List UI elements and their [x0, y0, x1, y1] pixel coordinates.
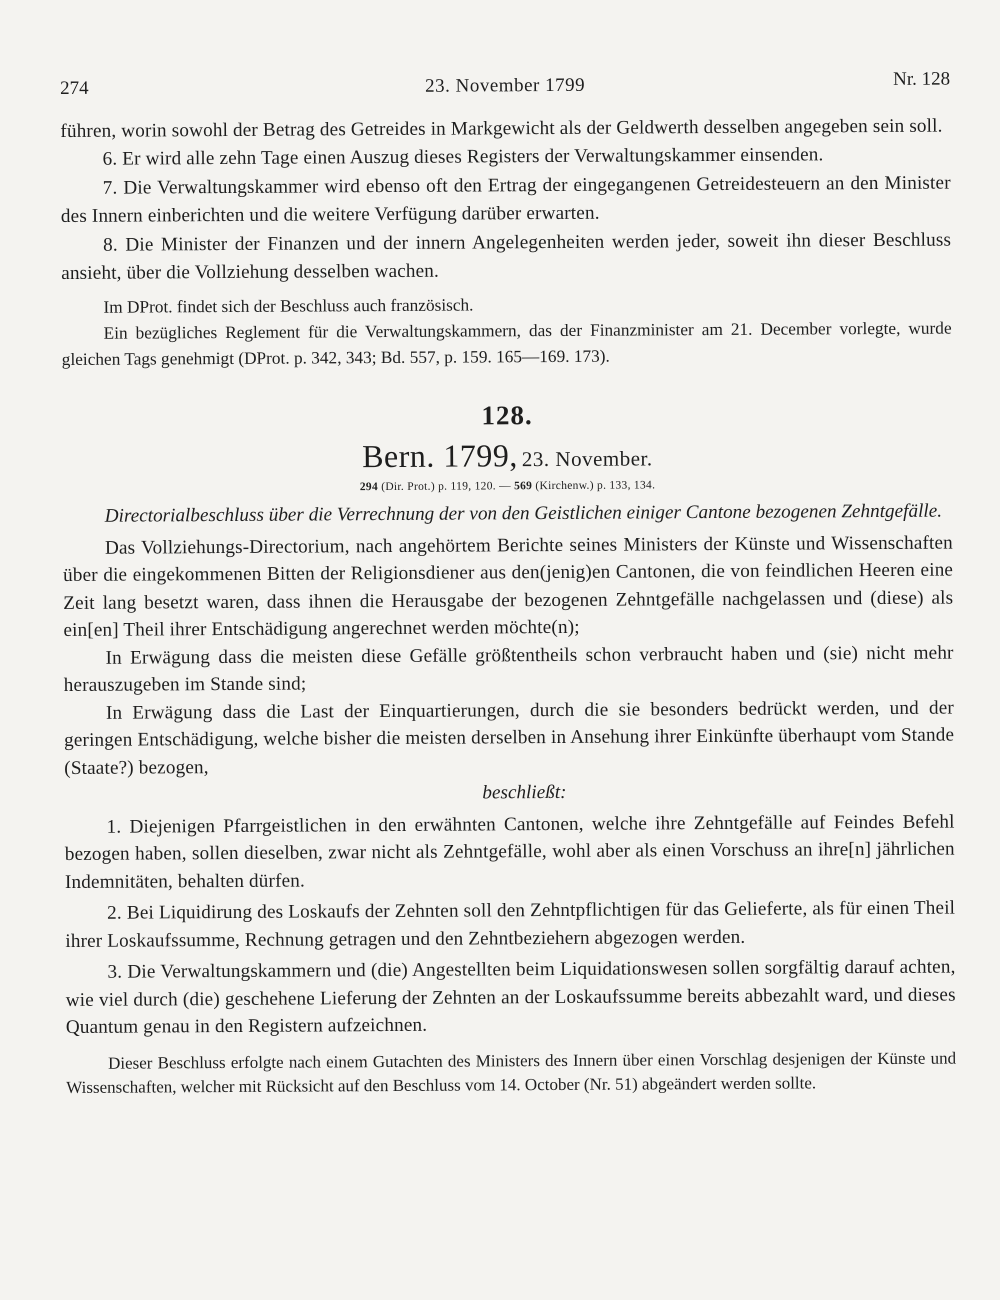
running-header — [60, 65, 950, 104]
ref-a-number: 294 — [359, 481, 379, 494]
archive-references — [63, 478, 953, 495]
ref-a-text: (Dir. Prot.) p. 119, 120. — — [381, 480, 511, 494]
note-reglement: Ein bezügliches Reglement für die Verwaltungskammern, das der Finanzminister am 21. December vorlegte, wurde gleichen Tags genehmigt (DProt. p. 342, 343; Bd. 557, p. 159. 165—169. 173). — [61, 318, 952, 369]
note-french: Im DProt. findet sich der Beschluss auch französisch. — [103, 295, 474, 317]
document-number: 128. — [481, 400, 533, 431]
ref-b-number: 569 — [514, 480, 533, 493]
header-number: Nr. 128 — [893, 68, 951, 90]
consideration-1: In Erwägung dass die meisten diese Gefälle größtentheils schon verbraucht haben und (sie) nicht mehr herauszugeben im Stande sind; — [63, 642, 954, 696]
article-7: 7. Die Verwaltungskammer wird ebenso oft den Ertrag der eingegangenen Getreidesteuern an den Minister des Innern einberichten und die weitere Verfügung darüber erwarten. — [60, 172, 951, 227]
resolution-article-3: 3. Die Verwaltungskammern und (die) Angestellten beim Liquidationswesen sollen sorgfältig darauf achten, wie viel durch (die) geschehene Lieferung der Zehnten an der Loskaufssumme bereits abbezahlt ward, und dieses Quantum genau in den Registern aufzeichnen. — [65, 956, 956, 1038]
article-8: 8. Die Minister der Finanzen und der innern Angelegenheiten werden jeder, soweit ihn dieser Beschluss ansieht, über die Vollziehung desselben wachen. — [61, 229, 952, 284]
page-number: 274 — [60, 77, 89, 99]
intro-paragraph: Das Vollziehungs-Directorium, nach angehörtem Berichte seines Ministers der Künste und Wissenschaften über die eingekommenen Bitten der Religionsdiener aus den(jenig)en Cantonen, die von feindlichen Heeren eine Zeit lang besetzt waren, dass ihnen die Herausgabe der bezogenen Zehntgefälle nachgelassen und (diese) als ein[en] Theil ihrer Entschädigung angerechnet werden möchte(n); — [63, 532, 954, 641]
article-6: 6. Er wird alle zehn Tage einen Auszug dieses Registers der Verwaltungskammer einsenden. — [102, 143, 824, 170]
resolution-article-1: 1. Diejenigen Pfarrgeistlichen in den erwähnten Cantonen, welche ihre Zehntgefälle auf Feindes Befehl bezogen haben, sollen dieselben, zwar nicht als Zehntgefälle, wohl aber als einen Vorschuss an ihre[n] jährlichen Indemnitäten, behalten dürfen. — [64, 811, 955, 893]
header-date: 23. November 1799 — [425, 74, 586, 97]
place-date-line — [62, 435, 952, 477]
place-year: Bern. 1799, — [362, 437, 518, 475]
document-date: 23. November. — [521, 446, 653, 472]
continuation-paragraph: führen, worin sowohl der Betrag des Getreides in Markgewicht als der Geldwerth desselben angegeben sein soll. — [60, 115, 943, 142]
resolves-heading: beschließt: — [482, 781, 567, 804]
document-title: Directorialbeschluss über die Verrechnung der von den Geistlichen einiger Cantone bezogenen Zehntgefälle. — [104, 500, 943, 527]
consideration-2: In Erwägung dass die Last der Einquartierungen, durch die sie besonders bedrückt werden, und der geringen Entschädigung, welche bisher die meisten derselben in Ansehung ihrer Einkünfte überhaupt vom Stande (Staate?) bezogen, — [64, 697, 955, 779]
closing-note: Dieser Beschluss erfolgte nach einem Gutachten des Ministers des Innern über einen Vorschlag desjenigen der Künste und Wissenschaften, welcher mit Rücksicht auf den Beschluss vom 14. October (Nr. 51) abgeändert werden sollte. — [66, 1048, 957, 1097]
resolution-article-2: 2. Bei Liquidirung des Loskaufs der Zehnten soll den Zehntpflichtigen für das Gelieferte, als für einen Theil ihrer Loskaufssumme, Rechnung getragen und den Zehntbeziehern abgezogen werden. — [65, 897, 956, 952]
ref-b-text: (Kirchenw.) p. 133, 134. — [535, 479, 656, 493]
document-page — [60, 65, 957, 1270]
